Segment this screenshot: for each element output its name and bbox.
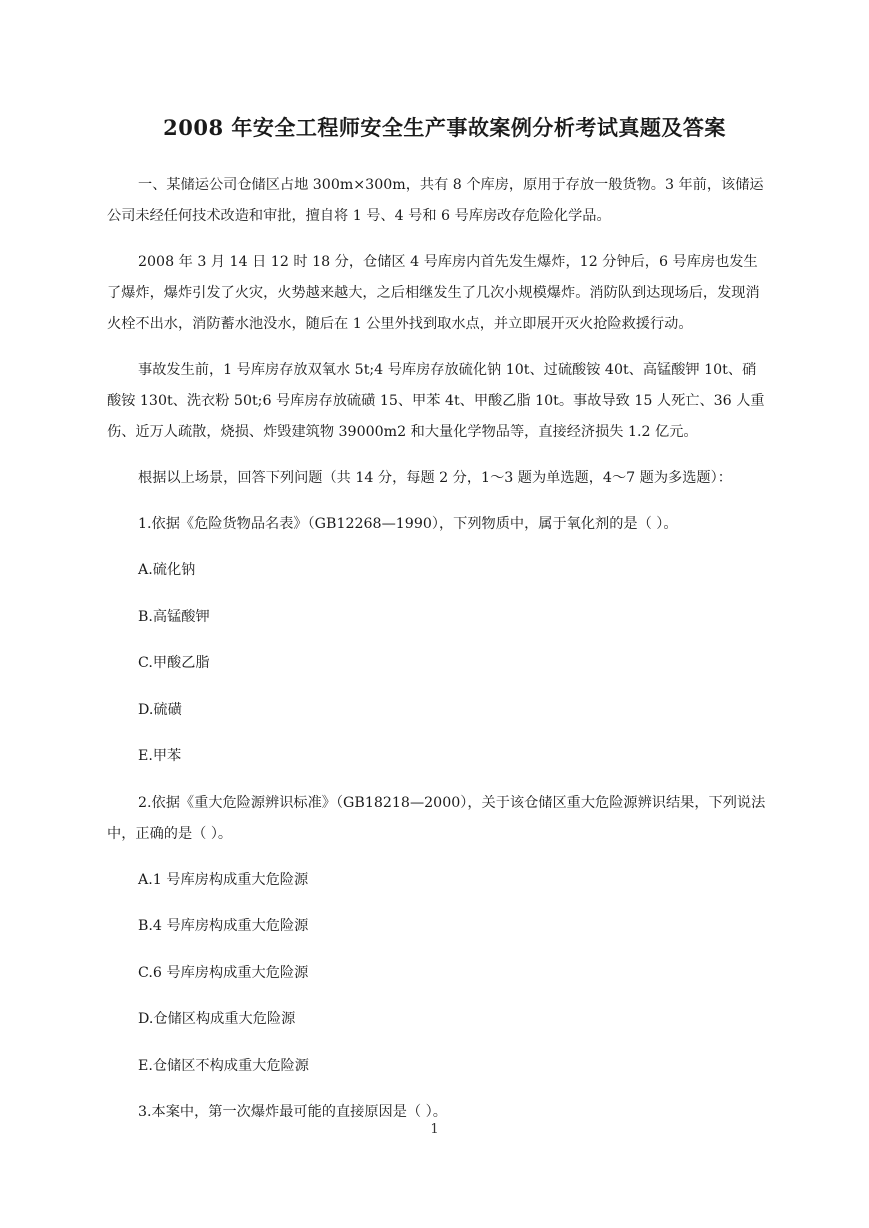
scenario-paragraph-3: 事故发生前，1 号库房存放双氧水 5t;4 号库房存放硫化钠 10t、过硫酸铵 40t、高锰酸钾 10t、硝酸铵 130t、洗衣粉 50t;6 号库房存放硫磺 15、甲苯 4t、甲酸乙脂 10t。事故导致 15 人死亡、36 人重伤、近万人疏散，烧损、炸毁建筑物 39000m2 和大量化学物品等，直接经济损失 1.2 亿元。 — [107, 362, 765, 440]
question-2-option-a: A.1 号库房构成重大危险源 — [138, 871, 309, 888]
question-2-option-c: C.6 号库房构成重大危险源 — [138, 964, 309, 981]
question-3: 3.本案中，第一次爆炸最可能的直接原因是（ ）。 — [138, 1104, 447, 1120]
question-1-option-c: C.甲酸乙脂 — [138, 655, 210, 671]
question-2-option-e: E.仓储区不构成重大危险源 — [138, 1057, 309, 1074]
question-2-option-d: D.仓储区构成重大危险源 — [138, 1011, 296, 1027]
page-number: 1 — [430, 1122, 439, 1137]
question-1-option-a: A.硫化钠 — [138, 562, 196, 578]
scenario-paragraph-1: 一、某储运公司仓储区占地 300m×300m，共有 8 个库房，原用于存放一般货物。3 年前，该储运公司未经任何技术改造和审批，擅自将 1 号、4 号和 6 号库房改存危险化学品。 — [107, 177, 764, 224]
document-body — [107, 170, 767, 1143]
question-2: 2.依据《重大危险源辨识标准》（GB18218—2000），关于该仓储区重大危险源辨识结果，下列说法中，正确的是（ ）。 — [107, 794, 766, 842]
question-1: 1.依据《危险货物品名表》（GB12268—1990），下列物质中，属于氧化剂的是（ ）。 — [138, 516, 678, 532]
question-1-option-d: D.硫磺 — [138, 701, 182, 718]
document-title: 2008 年安全工程师安全生产事故案例分析考试真题及答案 — [163, 115, 726, 140]
question-1-option-b: B.高锰酸钾 — [138, 608, 210, 625]
scenario-paragraph-2: 2008 年 3 月 14 日 12 时 18 分，仓储区 4 号库房内首先发生爆炸，12 分钟后，6 号库房也发生了爆炸，爆炸引发了火灾，火势越来越大，之后相继发生了几次小规模爆炸。消防队到达现场后，发现消火栓不出水，消防蓄水池没水，随后在 1 公里外找到取水点，并立即展开灭火抢险救援行动。 — [107, 254, 760, 332]
instructions-paragraph: 根据以上场景，回答下列问题（共 14 分，每题 2 分，1～3 题为单选题，4～7 题为多选题）： — [138, 470, 732, 486]
question-1-option-e: E.甲苯 — [138, 748, 182, 764]
question-2-option-b: B.4 号库房构成重大危险源 — [138, 918, 309, 934]
